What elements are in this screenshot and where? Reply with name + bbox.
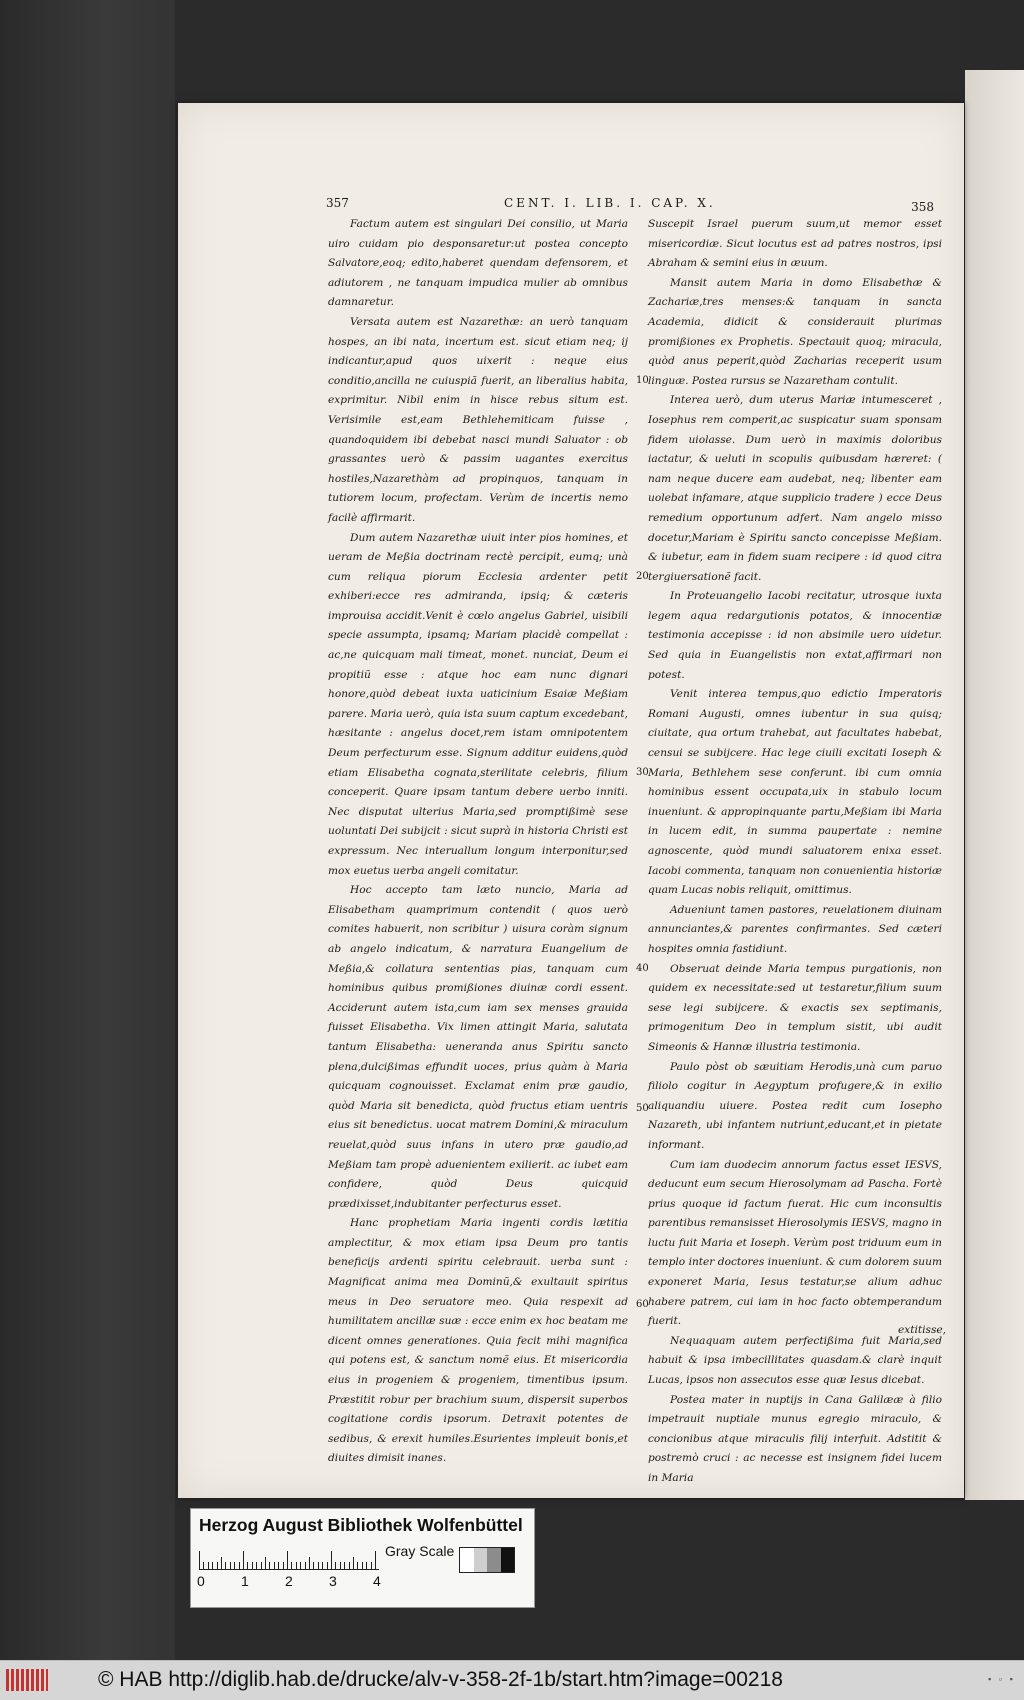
paragraph: Hanc prophetiam Maria ingenti cordis lætitia amplectitur, & mox etiam ipsa Deum pro tantis beneficijs ardenti spiritu celebrauit. uerba sunt : Magnificat anima mea Dominũ,& exultauit spiritus meus in Deo seruatore meo. Quia respexit ad humilitatem ancillæ suæ : ecce enim ex hoc beatam me dicent omnes generationes. Quia fecit mihi magnifica qui potens est, & sanctum nomẽ eius. Et misericordia eius in progeniem & progeniem, timentibus ipsum. Præstitit robur per brachium suum, dispersit superbos cogitatione cordis ipsorum. Detraxit potentes de sedibus, & erexit humiles.Esurientes impleuit bonis,et diuites dimisit inanes. [328, 1217, 628, 1465]
ruler-number: 4 [373, 1573, 381, 1589]
book-page [178, 103, 964, 1498]
line-number: 40 [636, 963, 649, 974]
status-bar [0, 1660, 1024, 1700]
line-number: 20 [636, 571, 649, 582]
paragraph: Obseruat deinde Maria tempus purgationis, non quidem ex necessitate:sed ut testaretur,filium suum sese legi subijcere. & exactis sex septimanis, primogenitum Deo in templum sistit, ubi audit Simeonis & Hannæ illustria testimonia. [648, 962, 942, 1053]
ruler-tick [265, 1557, 266, 1569]
ruler-tick [291, 1562, 292, 1569]
ruler-tick [278, 1562, 279, 1569]
ruler-tick [371, 1562, 372, 1569]
gray-swatch-cell [501, 1548, 515, 1572]
ruler-tick [234, 1562, 235, 1569]
ruler-tick [340, 1562, 341, 1569]
ruler-tick [199, 1551, 200, 1569]
ruler-tick [203, 1562, 204, 1569]
ruler-tick [269, 1562, 270, 1569]
ruler-tick [322, 1562, 323, 1569]
library-reference-card [190, 1508, 535, 1608]
ruler-tick [353, 1557, 354, 1569]
ruler-tick [344, 1562, 345, 1569]
gray-swatch-cell [487, 1548, 501, 1572]
ruler-number: 3 [329, 1573, 337, 1589]
line-number: 10 [636, 375, 649, 386]
ruler-tick [274, 1562, 275, 1569]
ruler-tick [300, 1562, 301, 1569]
ruler-tick [225, 1562, 226, 1569]
ruler-tick [309, 1557, 310, 1569]
paragraph: Cum iam duodecim annorum factus esset IESVS, deducunt eum secum Hierosolymam ad Pascha. Fortè prius quoque id factum fuerat. Hic cum inconsultis parentibus remansisset Hierosolymis IESVS, magno in luctu fuit Maria et Ioseph. Verùm post triduum eum in templo inter doctores inueniunt. & cum dolorem suum exponeret Maria, Iesus testatur,se alium adhuc habere patrem, cui iam in hoc facto obtemperandum fuerit. [648, 1158, 942, 1328]
ruler-tick [212, 1562, 213, 1569]
library-name: Herzog August Bibliothek Wolfenbüttel [199, 1515, 523, 1535]
ruler-tick [230, 1562, 231, 1569]
right-text-column [648, 215, 942, 1489]
ruler-number: 0 [197, 1573, 205, 1589]
ruler-numbers [197, 1573, 397, 1593]
paragraph: Venit interea tempus,quo edictio Imperatoris Romani Augusti, omnes iubentur in sua quisq; ciuitate, qua ortum trahebat, aut facultates habebat, censui se subijcere. Hac lege ciuili excitati Ioseph & Maria, Bethlehem sese conferunt. ibi cum omnia hominibus essent occupata,uix in stabulo locum inueniunt. & appropinquante partu,Meßiam ibi Maria in lucem edit, in summa paupertate : nemine agnoscente, quòd mundi saluatorem enixa esset. Iacobi commenta, tanquam non conuenientia historiæ quam Lucas nobis reliquit, omittimus. [648, 688, 942, 897]
ruler-number: 1 [241, 1573, 249, 1589]
ruler-tick [252, 1562, 253, 1569]
ruler-tick [256, 1562, 257, 1569]
ruler-tick [221, 1557, 222, 1569]
gray-scale-label: Gray Scale [385, 1543, 455, 1559]
ruler-tick [217, 1562, 218, 1569]
measurement-ruler [199, 1547, 379, 1570]
paragraph: Interea uerò, dum uterus Mariæ intumesceret , Iosephus rem comperit,ac suspicatur suam sponsam fidem uiolasse. Dum uerò in maximis doloribus iactatur, & ueluti in scopulis quibusdam hæreret: ( nam neque ducere eam audebat, neq; libenter eam uolebat infamare, atque supplicio tradere ) ecce Deus remedium opportunum adfert. Nam angelo misso docetur,Mariam è Spiritu sancto concepisse Meßiam. & iubetur, eam in fidem suam recipere : id quod citra tergiuersationẽ facit. [648, 394, 942, 583]
ruler-tick [331, 1551, 332, 1569]
ruler-tick [327, 1562, 328, 1569]
catchword: extitisse, [898, 1324, 947, 1336]
ruler-tick [247, 1562, 248, 1569]
ruler-tick [313, 1562, 314, 1569]
ruler-tick [362, 1562, 363, 1569]
ruler-tick [349, 1562, 350, 1569]
paragraph: In Proteuangelio Iacobi recitatur, utrosque iuxta legem aqua redargutionis potatos, & innocentiæ testimonia accepisse : id non absimile uero uidetur. Sed quia in Euangelistis non extat,affirmari non potest. [648, 590, 942, 681]
ruler-tick [318, 1562, 319, 1569]
facing-page-edge [965, 70, 1024, 1500]
ruler-tick [305, 1562, 306, 1569]
page-header [326, 196, 934, 216]
ruler-tick [243, 1551, 244, 1569]
hab-barcode-logo-icon [6, 1669, 48, 1691]
ruler-tick [375, 1551, 376, 1569]
right-page-number: 358 [911, 200, 934, 214]
paragraph: Paulo pòst ob sæuitiam Herodis,unà cum paruo filiolo cogitur in Aegyptum profugere,& in exilio aliquandiu uiuere. Postea redit cum Iosepho Nazareth, ubi infantem nutriunt,educant,et in pietate informant. [648, 1060, 942, 1151]
ruler-tick [296, 1562, 297, 1569]
status-indicator: ▪ ▫ ▪ [986, 1675, 1014, 1685]
left-page-number: 357 [326, 196, 349, 210]
paragraph: Postea mater in nuptijs in Cana Galilææ à filio impetrauit nuptiale munus egregio miraculo, & concionibus atque miraculis filij interfuit. Adstitit & postremò cruci : ac necesse est insignem fidei lucem in Maria [648, 1393, 942, 1484]
ruler-tick [335, 1562, 336, 1569]
ruler-number: 2 [285, 1573, 293, 1589]
ruler-tick [261, 1562, 262, 1569]
ruler-tick [357, 1562, 358, 1569]
ruler-tick [239, 1562, 240, 1569]
scanner-background-left [0, 0, 175, 1660]
paragraph: Nequaquam autem perfectißima fuit Maria,sed habuit & ipsa imbecillitates quasdam.& clarè inquit Lucas, ipsos non assecutos esse quæ Iesus dicebat. [648, 1334, 942, 1387]
line-number: 30 [636, 767, 649, 778]
paragraph: Adueniunt tamen pastores, reuelationem diuinam annunciantes,& parentes confirmantes. Sed cæteri hospites omnia fastidiunt. [648, 903, 942, 955]
ruler-tick [208, 1562, 209, 1569]
paragraph: Mansit autem Maria in domo Elisabethæ & Zachariæ,tres menses:& tanquam in sancta Academia, didicit & considerauit plurimas promißiones ex Prophetis. Spectauit quoq; miracula, quòd anus peperit,quòd Zacharias receperit usum linguæ. Postea rursus se Nazaretham contulit. [648, 276, 942, 387]
line-number: 50 [636, 1103, 649, 1114]
ruler-tick [283, 1562, 284, 1569]
paragraph: Factum autem est singulari Dei consilio, ut Maria uiro cuidam pio desponsaretur:ut postea concepto Salvatore,eoq; edito,haberet quendam defensorem, et adiutorem , ne tanquam impudica mulier ab omnibus damnaretur. [328, 218, 628, 309]
gray-swatch-cell [460, 1548, 474, 1572]
ruler-tick [366, 1562, 367, 1569]
status-url-text[interactable]: © HAB http://diglib.hab.de/drucke/alv-v-358-2f-1b/start.htm?image=00218 [98, 1668, 783, 1691]
paragraph: Suscepit Israel puerum suum,ut memor esset misericordiæ. Sicut locutus est ad patres nostros, ipsi Abraham & semini eius in æuum. [648, 218, 942, 270]
ruler-tick [287, 1551, 288, 1569]
running-title: CENT. I. LIB. I. CAP. X. [504, 196, 716, 210]
line-number: 60 [636, 1299, 649, 1310]
paragraph: Versata autem est Nazarethæ: an uerò tanquam hospes, an ibi nata, incertum est. sicut etiam neq; ij indicantur,apud quos uixerit : neque eius conditio,ancilla ne cuiuspiã fuerit, an liberalius habita, exprimitur. Nibil enim in hisce rebus situm est. Verisimile est,eam Bethlehemiticam fuisse , quandoquidem ibi debebat nasci mundi Saluator : ob grassantes uerò & passim uagantes exercitus hostiles,Nazarethàm ad propinquos, tanquam in tutiorem locum, profectam. Verùm de incertis nemo facilè affirmarit. [328, 315, 628, 524]
paragraph: Dum autem Nazarethæ uiuit inter pios homines, et ueram de Meßia doctrinam rectè percipit, eumq; unà cum reliqua piorum Ecclesia ardenter petit exhiberi:ecce res admiranda, ipsiq; & cæteris improuisa accidit.Venit è cœlo angelus Gabriel, uisibili specie assumpta, ipsamq; Mariam placidè compellat : ac,ne quicquam mali timeat, monet. nunciat, Deum ei propitiũ esse : atque hoc eam nunc dignari honore,quòd debeat iuxta uaticinium Esaiæ Meßiam parere. Maria uerò, quia ista suum captum excedebant, hæsitante : angelus docet,rem istam omnipotentem Deum perfecturum esse. Signum additur euidens,quòd etiam Elisabetha cognata,sterilitate celebris, filium conceperit. Quare ipsam tantum debere uerbo inniti. Nec disputat ulterius Maria,sed promptißimè sese uoluntati Dei subijcit : sicut suprà in historia Christi est expressum. Nec interuallum longum interponitur,sed mox euetus uerba angeli comitatur. [328, 531, 628, 877]
gray-scale-swatch [459, 1547, 515, 1573]
gray-swatch-cell [474, 1548, 488, 1572]
paragraph: Hoc accepto tam læto nuncio, Maria ad Elisabetham quamprimum contendit ( quos uerò comites habuerit, non scribitur ) uisura coràm signum ab angelo indicatum, & narratura Euangelium de Meßia,& collatura sententias pias, tanquam cum hominibus quibus promißiones diuinæ cordi essent. Acciderunt autem ista,cum iam sex menses grauida fuisset Elisabetha. Vix limen attingit Maria, salutata tantum Elisabetha: ueneranda anus Spiritu sancto plena,dulcißimas effundit uoces, prius quàm à Maria quicquam cognouisset. Exclamat enim præ gaudio, quòd Maria sit benedicta, quòd fructus etiam uentris eius sit benedictus. uocat matrem Domini,& miraculum reuelat,quòd suus infans in utero præ gaudio,ad Meßiam tam propè aduenientem exilierit. ac iubet eam confidere, quòd Deus quicquid prædixisset,indubitanter perfecturus esset. [328, 884, 628, 1210]
left-text-column [328, 215, 628, 1469]
